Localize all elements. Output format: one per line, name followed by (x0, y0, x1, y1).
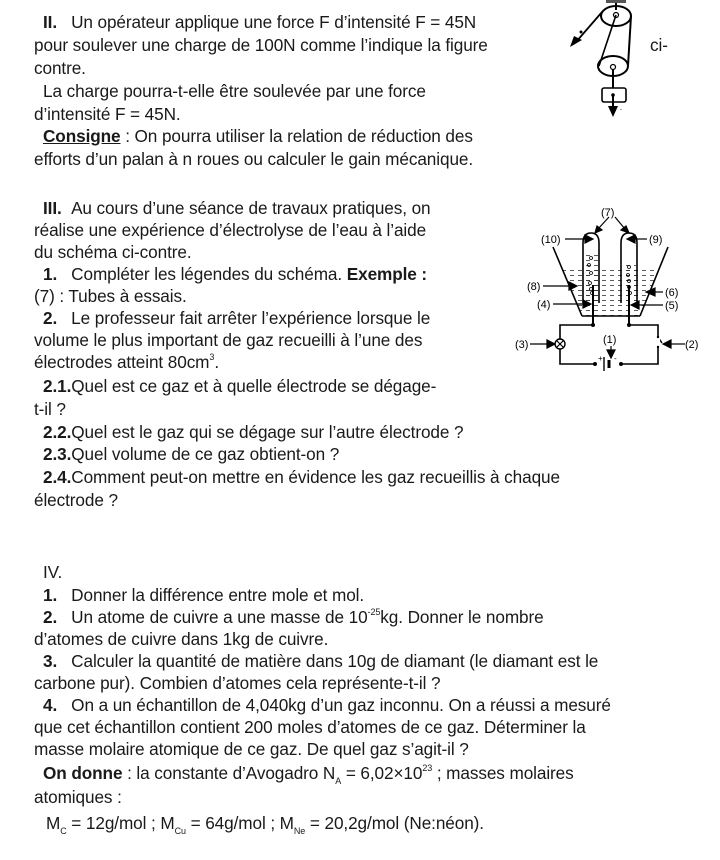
section-2-number: II. (43, 12, 58, 32)
molar-masses: $M_C = 12g/mol$ ; $M_{Cu} = 64g/mol$ ; $M_{Ne} = 20,2g/mol$ (Ne:néon). (46, 813, 484, 836)
section-3-line-3: du schéma ci-contre. (34, 242, 192, 262)
svg-text:-: - (620, 107, 622, 113)
svg-text:(4): (4) (537, 299, 551, 311)
section-2-line-7: efforts d’un palan à n roues ou calculer le gain mécanique. (34, 149, 474, 169)
svg-text:(3): (3) (515, 339, 529, 351)
section-2-line-5: d’intensité F = 45N. (34, 104, 181, 124)
section-4-question-4-line-2: que cet échantillon contient 200 moles d’atomes de ce gaz. Déterminer la (34, 717, 586, 737)
section-3-question-2-1: 2.1.Quel est ce gaz et à quelle électrode se dégage- (43, 376, 437, 396)
section-3-question-2-1-line-2: t-il ? (34, 399, 66, 419)
consigne-label: Consigne (43, 126, 121, 146)
section-3-question-2-line-2: volume le plus important de gaz recueilli à l’une des (34, 330, 423, 350)
section-4-question-4: 4. On a un échantillon de 4,040kg d’un gaz inconnu. On a réussi a mesuré (43, 695, 611, 715)
svg-text:(6): (6) (665, 287, 679, 299)
section-3-line-2: réalise une expérience d’électrolyse de l’eau à l’aide (34, 220, 427, 240)
section-4-number: IV. (43, 562, 63, 582)
section-3-question-1-example: (7) : Tubes à essais. (34, 286, 187, 306)
section-3-question-2: 2. Le professeur fait arrêter l’expérience lorsque le (43, 308, 431, 328)
svg-text:(2): (2) (685, 339, 699, 351)
section-2-line-2-tail: ci- (650, 35, 668, 55)
svg-text:+: + (598, 354, 603, 363)
svg-text:(9): (9) (649, 234, 663, 246)
section-4-question-1: 1. Donner la différence entre mole et mol. (43, 585, 365, 605)
svg-text:(7): (7) (601, 207, 615, 219)
section-4-question-4-line-3: masse molaire atomique de ce gaz. De quel gaz s’agit-il ? (34, 739, 469, 759)
section-4-question-2-line-2: d’atomes de cuivre dans 1kg de cuivre. (34, 629, 329, 649)
electrolysis-diagram (505, 203, 720, 375)
section-4-question-3-line-2: carbone pur). Combien d’atomes cela représente-t-il ? (34, 673, 441, 693)
svg-text:(5): (5) (665, 300, 679, 312)
section-3-number: III. (43, 198, 62, 218)
given-data-line-2: atomiques : (34, 787, 122, 807)
section-4-question-3: 3. Calculer la quantité de matière dans 10g de diamant (le diamant est le (43, 651, 599, 671)
pulley-figure (568, 0, 658, 120)
section-3-line-1: III. Au cours d’une séance de travaux pratiques, on (43, 198, 431, 218)
pulley-diagram (568, 0, 658, 120)
given-label: On donne (43, 763, 123, 783)
section-4-question-2: 2. Un atome de cuivre a une masse de $10^{-25}kg$. Donner le nombre (43, 607, 544, 627)
section-2-line-2: pour soulever une charge de 100N comme l’indique la figure (34, 35, 488, 55)
section-3-question-2-2: 2.2.Quel est le gaz qui se dégage sur l’autre électrode ? (43, 422, 464, 442)
section-3-question-2-3: 2.3.Quel volume de ce gaz obtient-on ? (43, 444, 340, 464)
section-2-line-4: La charge pourra-t-elle être soulevée par une force (43, 81, 426, 101)
section-2-line-3: contre. (34, 58, 86, 78)
section-3-question-1: 1. Compléter les légendes du schéma. Exemple : (43, 264, 428, 284)
electrolysis-figure (505, 203, 720, 375)
section-2-consigne: Consigne : On pourra utiliser la relation de réduction des (43, 126, 473, 146)
section-3-question-2-4: 2.4.Comment peut-on mettre en évidence les gaz recueillis à chaque (43, 467, 560, 487)
section-3-question-2-4-line-2: électrode ? (34, 490, 118, 510)
svg-text:(10): (10) (541, 234, 561, 246)
svg-text:(1): (1) (603, 334, 617, 346)
section-2-line-1: II. Un opérateur applique une force F d’intensité F = 45N (43, 12, 477, 32)
section-3-question-2-line-3: électrodes atteint $80cm^3$. (34, 352, 219, 372)
svg-text:-: - (614, 354, 617, 363)
svg-text:(8): (8) (527, 281, 541, 293)
given-data-line-1: On donne : la constante d’Avogadro $N_A = 6,02\times 10^{23}$ ; masses molaires (43, 763, 574, 786)
